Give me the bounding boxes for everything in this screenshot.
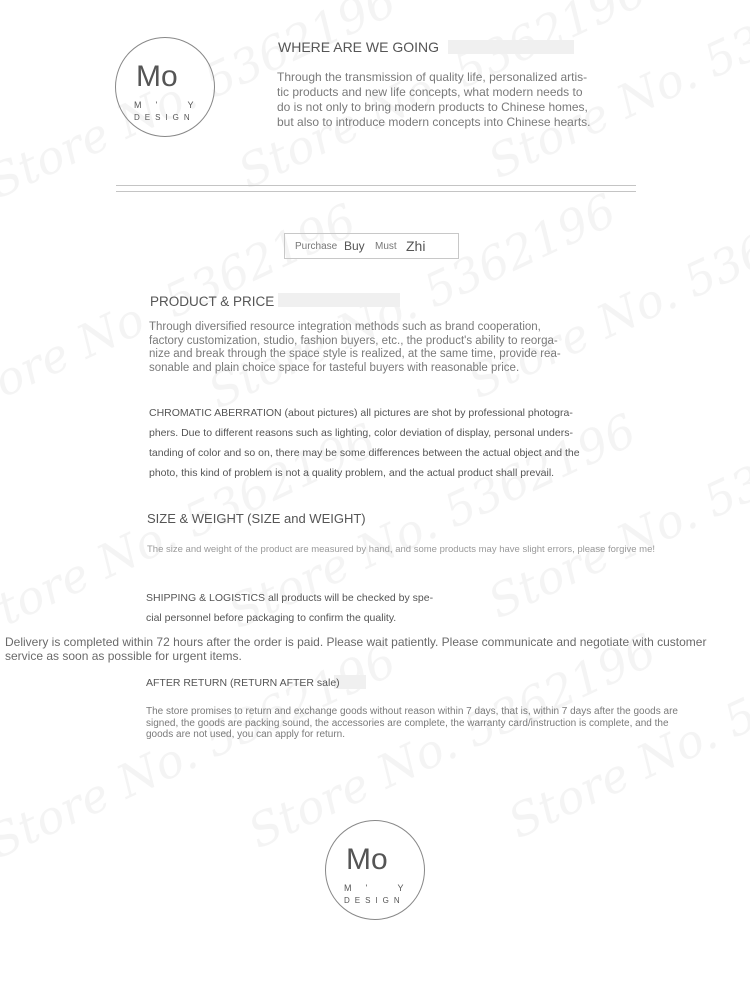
chromatic-line: phers. Due to different reasons such as lighting, color deviation of display, personal unders-	[149, 427, 573, 439]
brand-logo	[115, 37, 215, 137]
after-paragraph	[146, 706, 746, 741]
chromatic-paragraph	[149, 403, 619, 483]
delivery-line: Delivery is completed within 72 hours after the order is paid. Please wait patiently. Please communicate and negotiate with customer	[5, 635, 707, 649]
category-nav	[284, 233, 459, 259]
delivery-paragraph	[5, 636, 745, 663]
logo-main-text: Mo	[346, 843, 388, 876]
after-line: signed, the goods are packing sound, the accessories are complete, the warranty card/instruction is complete, and the	[146, 717, 669, 729]
heading-accent-bar	[278, 293, 400, 307]
nav-item-purchase[interactable]: Purchase	[295, 241, 338, 252]
shipping-line: SHIPPING & LOGISTICS all products will be checked by spe-	[146, 592, 434, 604]
where-title: WHERE ARE WE GOING	[278, 39, 440, 55]
delivery-line: service as soon as possible for urgent items.	[5, 648, 242, 663]
brand-logo-bottom	[325, 820, 425, 920]
logo-my-text: M' Y	[344, 883, 418, 893]
chromatic-line: photo, this kind of problem is not a quality problem, and the actual product shall prevail.	[149, 467, 555, 479]
divider-line	[116, 191, 636, 192]
chromatic-line: tanding of color and so on, there may be some differences between the actual object and the	[149, 447, 580, 459]
logo-my-text: M' Y	[134, 100, 208, 110]
size-text: The size and weight of the product are measured by hand, and some products may have slight errors, please forgive me!	[147, 544, 655, 555]
product-line: factory customization, studio, fashion buyers, etc., the product's ability to reorga-	[149, 334, 558, 347]
product-line: Through diversified resource integration methods such as brand cooperation,	[149, 321, 541, 333]
where-line: tic products and new life concepts, what modern needs to	[277, 85, 583, 99]
size-title: SIZE & WEIGHT (SIZE and WEIGHT)	[147, 511, 366, 526]
divider-line	[116, 185, 636, 186]
watermark-text	[0, 193, 364, 429]
logo-main-text: Mo	[136, 60, 178, 93]
product-paragraph	[149, 321, 609, 375]
logo-design-text: DESIGN	[134, 113, 195, 122]
shipping-paragraph	[146, 588, 466, 628]
chromatic-line: CHROMATIC ABERRATION (about pictures) all pictures are shot by professional photogra-	[149, 407, 573, 419]
product-title: PRODUCT & PRICE	[150, 294, 275, 309]
after-line: goods are not used, you can apply for return.	[146, 729, 346, 740]
nav-item-buy[interactable]: Buy	[344, 239, 365, 253]
nav-item-zhi[interactable]: Zhi	[406, 238, 426, 254]
heading-accent-bar	[448, 40, 574, 54]
product-line: nize and break through the space style is realized, at the same time, provide rea-	[149, 348, 561, 361]
where-line: do is not only to bring modern products to Chinese homes,	[277, 100, 588, 114]
where-line: but also to introduce modern concepts into Chinese hearts.	[277, 115, 591, 129]
where-line: Through the transmission of quality life, personalized artis-	[277, 70, 588, 84]
where-paragraph	[277, 70, 637, 130]
shipping-line: cial personnel before packaging to confirm the quality.	[146, 612, 397, 624]
product-line: sonable and plain choice space for tasteful buyers with reasonable price.	[149, 361, 520, 374]
nav-item-must[interactable]: Must	[375, 241, 397, 252]
after-line: The store promises to return and exchange goods without reason within 7 days, that is, within 7 days after the goods are	[146, 706, 678, 717]
logo-design-text: DESIGN	[344, 896, 405, 905]
after-title: AFTER RETURN (RETURN AFTER sale)	[146, 677, 340, 689]
